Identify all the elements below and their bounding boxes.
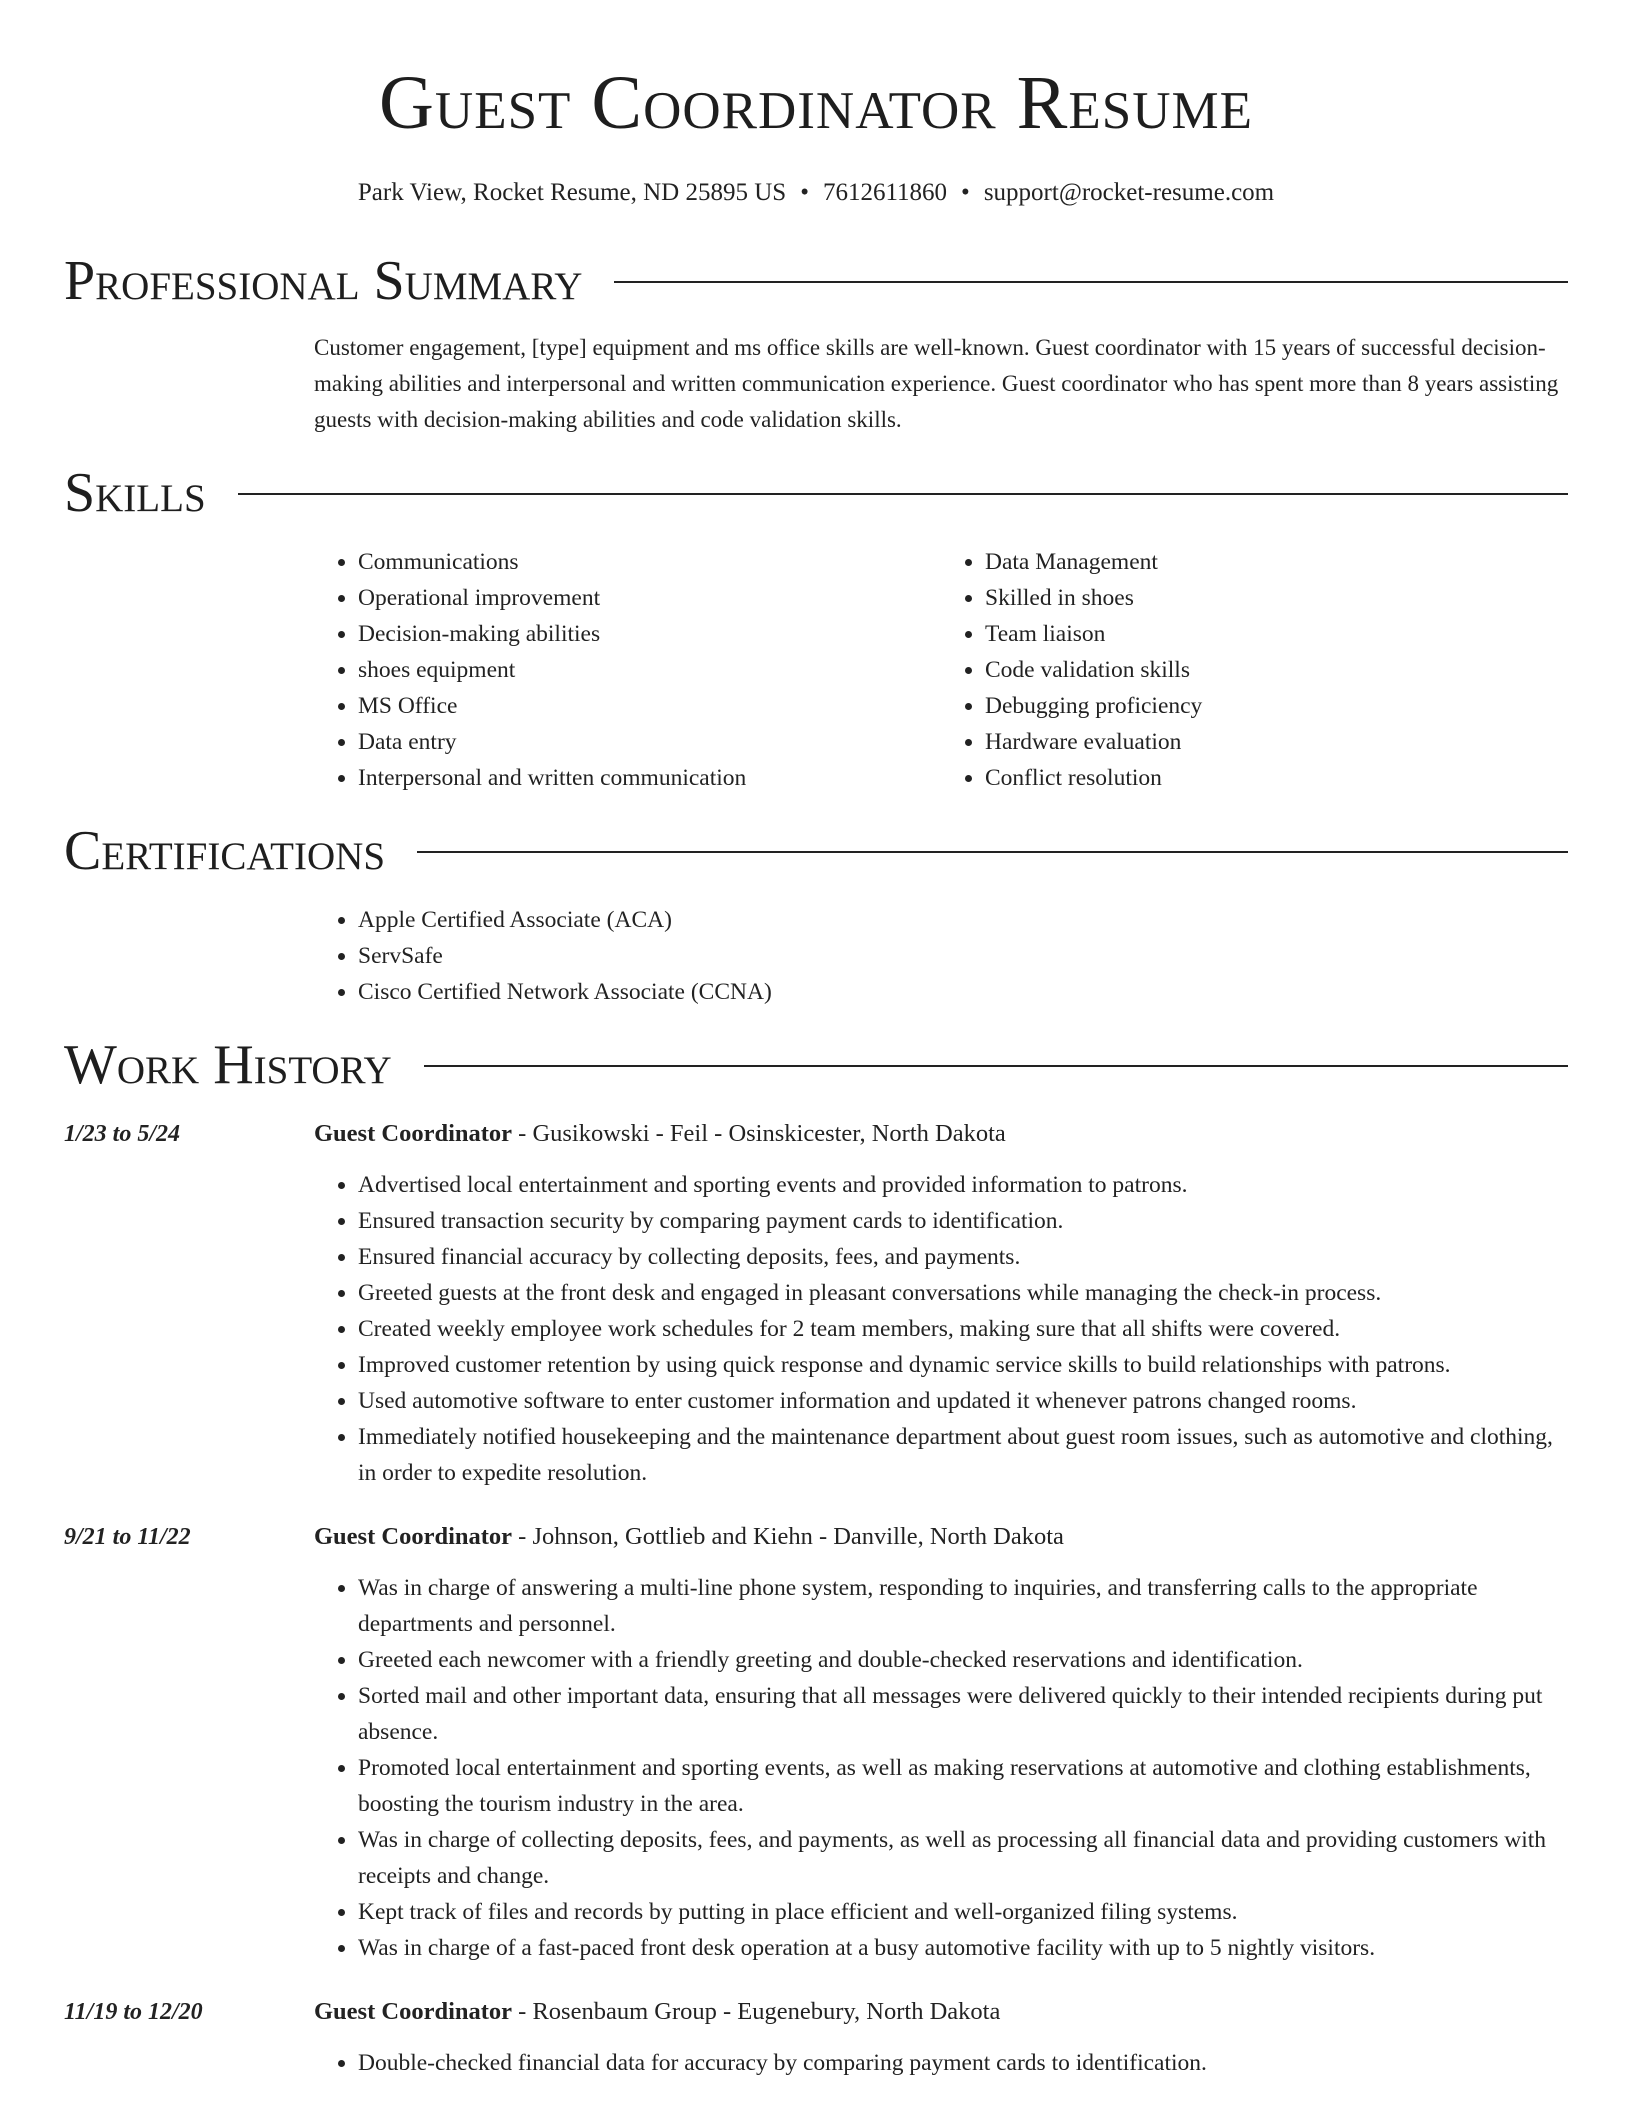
summary-section-header bbox=[64, 250, 1568, 312]
certification-item: • Cisco Certified Network Associate (CCNA) bbox=[358, 974, 1568, 1010]
job-bullets bbox=[314, 1167, 1568, 1491]
skill-item: • Code validation skills bbox=[985, 652, 1568, 688]
skill-item: • MS Office bbox=[358, 688, 941, 724]
job-bullet: • Created weekly employee work schedules for 2 team members, making sure that all shifts were covered. bbox=[358, 1311, 1568, 1347]
job-bullet: • Immediately notified housekeeping and the maintenance department about guest room issues, such as automotive and clothing, in order to expedite resolution. bbox=[358, 1419, 1568, 1491]
job-details bbox=[314, 1994, 1568, 2081]
job-bullet: • Kept track of files and records by putting in place efficient and well-organized filing systems. bbox=[358, 1894, 1568, 1930]
job-employer: - Gusikowski - Feil - Osinskicester, North Dakota bbox=[512, 1120, 1006, 1147]
job-bullets bbox=[314, 2045, 1568, 2081]
job-details bbox=[314, 1519, 1568, 1966]
job-role: Guest Coordinator bbox=[314, 1523, 513, 1550]
job-bullet: • Double-checked financial data for accuracy by comparing payment cards to identification. bbox=[358, 2045, 1568, 2081]
work-heading: Work History bbox=[64, 1034, 392, 1096]
job-details bbox=[314, 1116, 1568, 1491]
job-dates: 1/23 to 5/24 bbox=[64, 1121, 181, 1147]
certifications-block bbox=[314, 902, 1568, 1010]
contact-email: support@rocket-resume.com bbox=[983, 179, 1275, 206]
skills-heading: Skills bbox=[64, 462, 206, 524]
resume-title: Guest Coordinator Resume bbox=[379, 61, 1253, 145]
summary-text: Customer engagement, [type] equipment and ms office skills are well-known. Guest coordinator with 15 years of successful decision-making abilities and interpersonal and written communication experience. Guest coordinator who has spent more than 8 years assisting guests with decision-making abilities and code validation skills. bbox=[314, 335, 1559, 432]
skill-item: • Interpersonal and written communication bbox=[358, 760, 941, 796]
job-entry bbox=[64, 1116, 1568, 1491]
job-employer: - Johnson, Gottlieb and Kiehn - Danville, North Dakota bbox=[512, 1523, 1064, 1550]
job-role: Guest Coordinator bbox=[314, 1120, 513, 1147]
skills-columns bbox=[314, 544, 1568, 796]
certifications-list bbox=[314, 902, 1568, 1010]
job-bullet: • Was in charge of collecting deposits, fees, and payments, as well as processing all financial data and providing customers with receipts and change. bbox=[358, 1822, 1568, 1894]
contact-phone: 7612611860 bbox=[822, 179, 948, 206]
skill-item: • Data Management bbox=[985, 544, 1568, 580]
job-bullet: • Promoted local entertainment and sporting events, as well as making reservations at automotive and clothing establishments, boosting the tourism industry in the area. bbox=[358, 1750, 1568, 1822]
job-header bbox=[314, 1116, 1568, 1152]
job-bullet: • Ensured transaction security by comparing payment cards to identification. bbox=[358, 1203, 1568, 1239]
job-entry bbox=[64, 1994, 1568, 2081]
job-bullet: • Advertised local entertainment and sporting events and provided information to patrons. bbox=[358, 1167, 1568, 1203]
contact-line bbox=[64, 176, 1568, 210]
job-header bbox=[314, 1519, 1568, 1555]
section-divider bbox=[238, 493, 1568, 495]
work-section-header bbox=[64, 1034, 1568, 1096]
skill-item: • Operational improvement bbox=[358, 580, 941, 616]
skill-item: • Hardware evaluation bbox=[985, 724, 1568, 760]
job-bullet: • Ensured financial accuracy by collecting deposits, fees, and payments. bbox=[358, 1239, 1568, 1275]
skills-section-header bbox=[64, 462, 1568, 524]
skill-item: • shoes equipment bbox=[358, 652, 941, 688]
skill-item: • Decision-making abilities bbox=[358, 616, 941, 652]
job-bullet: • Was in charge of answering a multi-line phone system, responding to inquiries, and transferring calls to the appropriate departments and personnel. bbox=[358, 1570, 1568, 1642]
certifications-heading: Certifications bbox=[64, 820, 386, 882]
job-bullet: • Greeted guests at the front desk and engaged in pleasant conversations while managing the check-in process. bbox=[358, 1275, 1568, 1311]
job-bullet: • Sorted mail and other important data, ensuring that all messages were delivered quickly to their intended recipients during put absence. bbox=[358, 1678, 1568, 1750]
certifications-section-header bbox=[64, 820, 1568, 882]
skills-list-right bbox=[941, 544, 1568, 796]
section-divider bbox=[614, 281, 1568, 283]
section-divider bbox=[424, 1065, 1568, 1067]
skill-item: • Skilled in shoes bbox=[985, 580, 1568, 616]
job-bullets bbox=[314, 1570, 1568, 1966]
skill-item: • Debugging proficiency bbox=[985, 688, 1568, 724]
certification-item: • ServSafe bbox=[358, 938, 1568, 974]
job-bullet: • Greeted each newcomer with a friendly greeting and double-checked reservations and identification. bbox=[358, 1642, 1568, 1678]
job-bullet: • Was in charge of a fast-paced front desk operation at a busy automotive facility with up to 5 nightly visitors. bbox=[358, 1930, 1568, 1966]
job-dates: 11/19 to 12/20 bbox=[64, 1999, 203, 2025]
job-role: Guest Coordinator bbox=[314, 1998, 513, 2025]
job-employer: - Rosenbaum Group - Eugenebury, North Dakota bbox=[512, 1998, 1001, 2025]
skill-item: • Conflict resolution bbox=[985, 760, 1568, 796]
job-entry bbox=[64, 1519, 1568, 1966]
contact-separator: • bbox=[800, 179, 809, 206]
job-header bbox=[314, 1994, 1568, 2030]
skill-item: • Communications bbox=[358, 544, 941, 580]
contact-separator: • bbox=[961, 179, 970, 206]
skill-item: • Team liaison bbox=[985, 616, 1568, 652]
work-history-list bbox=[64, 1116, 1568, 2081]
section-divider bbox=[417, 851, 1568, 853]
contact-address: Park View, Rocket Resume, ND 25895 US bbox=[357, 179, 787, 206]
job-bullet: • Improved customer retention by using quick response and dynamic service skills to build relationships with patrons. bbox=[358, 1347, 1568, 1383]
skill-item: • Data entry bbox=[358, 724, 941, 760]
skills-list-left bbox=[314, 544, 941, 796]
job-dates: 9/21 to 11/22 bbox=[64, 1524, 191, 1550]
summary-heading: Professional Summary bbox=[64, 250, 583, 312]
certification-item: • Apple Certified Associate (ACA) bbox=[358, 902, 1568, 938]
job-bullet: • Used automotive software to enter customer information and updated it whenever patrons changed rooms. bbox=[358, 1383, 1568, 1419]
